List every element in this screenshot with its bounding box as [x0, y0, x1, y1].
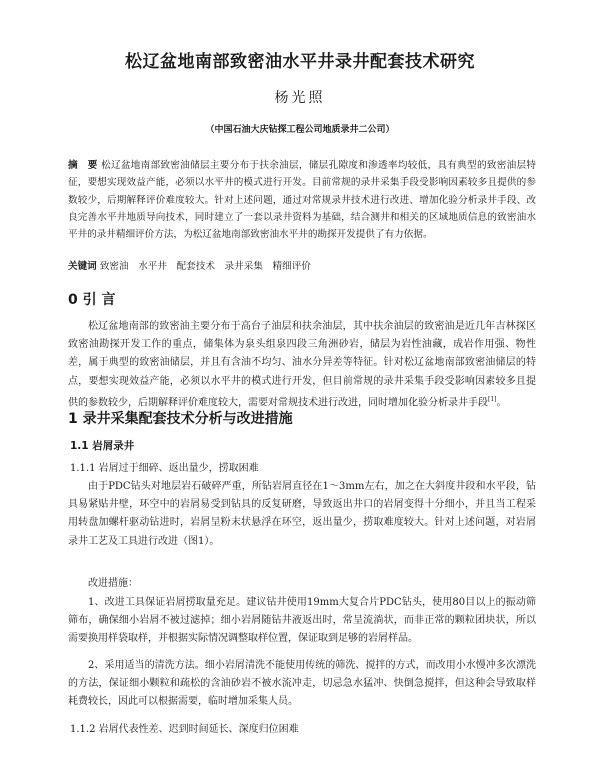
intro-paragraph [68, 318, 536, 412]
measures-label: 改进措施： [88, 578, 138, 589]
section-heading-intro: 0 引 言 [68, 292, 116, 308]
abstract-text: 松辽盆地南部致密油储层主要分布于扶余油层，储层孔隙度和渗透率均较低，具有典型的致密油层特征，要想实现效益产能，必须以水平井的模式进行开发。目前常规的录井采集手段受影响因素较多且提供的参数较少，后期解释评价难度较大。针对上述问题，通过对常规录井技术进行改进、增加化验分析录井手段、改良完善水平井地质导向技术，同时建立了一套以录井资料为基础，结合测井和相关的区域地质信息的致密油水平井的录井精细评价方法，为松辽盆地南部致密油水平井的勘探开发提供了有力依据。 [68, 160, 537, 241]
author-name: 杨光照 [274, 90, 326, 106]
body-paragraph-2: 1、改进工具保证岩屑捞取量充足。建议钻井使用19mm大复合片PDC钻头，使用80目以上的振动筛筛布，确保细小岩屑不被过滤掉；细小岩屑随钻井液返出时，常呈流淌状，而非正常的颗粒团块状，所以需要换用样袋取样，并根据实际情况调整取样位置，保证取到足够的岩屑样品。 [68, 597, 536, 645]
abstract-label: 摘 要 [68, 160, 98, 171]
keywords-label: 关键词 [68, 261, 97, 272]
body-paragraph-1: 由于PDC钻头对地层岩石破碎严重，所钻岩屑直径在1～3mm左右，加之在大斜度井段和水平段，钻具易紧贴井壁，环空中的岩屑易受到钻具的反复研磨，导致返出井口的岩屑变得十分细小，并且当工程采用转盘加螺杆驱动钻进时，岩屑呈粉末状悬浮在环空，返出量少，捞取难度较大。针对上述问题，对岩屑录井工艺及工具进行改进（图1）。 [68, 481, 536, 547]
intro-tail: 。 [496, 397, 507, 409]
body-paragraph-3: 2、采用适当的清洗方法。细小岩屑清洗不能使用传统的筛洗、搅拌的方式，而改用小水慢冲多次漂洗的方法，保证细小颗粒和疏松的含油砂岩不被水流冲走，切忌急水猛冲、快倒急搅拌，但这种会导致取样耗费较长，因此可以根据需要，临时增加采集人员。 [68, 660, 536, 708]
abstract [68, 157, 536, 243]
keywords [68, 259, 536, 275]
subsubsection-heading-1-1-1: 1.1.1 岩屑过于细碎、返出量少，捞取困难 [70, 463, 259, 474]
citation-ref: [1] [488, 395, 497, 403]
subsection-heading-1-1: 1.1 岩屑录井 [70, 440, 135, 452]
keywords-list: 致密油 水平井 配套技术 录井采集 精细评价 [99, 261, 311, 272]
intro-text: 松辽盆地南部的致密油主要分布于高台子油层和扶余油层，其中扶余油层的致密油是近几年吉林探区致密油勘探开发工作的重点，储集体为泉头组泉四段三角洲砂岩，储层为岩性油藏，成岩作用强、物性差，属于典型的致密油储层，并且有含油不均匀、油水分异差等特征。针对松辽盆地南部致密油储层的特点，要想实现效益产能，必须以水平井的模式进行开发，但目前常规的录井采集手段受影响因素较多且提供的参数较少，后期解释评价难度较大，需要对常规技术进行改进，同时增加化验分析录井手段 [68, 321, 536, 409]
author-affiliation: （中国石油大庆钻探工程公司地质录井二公司） [205, 125, 395, 135]
paper-title: 松辽盆地南部致密油水平井录井配套技术研究 [125, 52, 475, 72]
subsubsection-heading-1-1-2: 1.1.2 岩屑代表性差、迟到时间延长、深度归位困难 [70, 724, 299, 735]
section-heading-1: 1 录井采集配套技术分析与改进措施 [68, 411, 293, 427]
